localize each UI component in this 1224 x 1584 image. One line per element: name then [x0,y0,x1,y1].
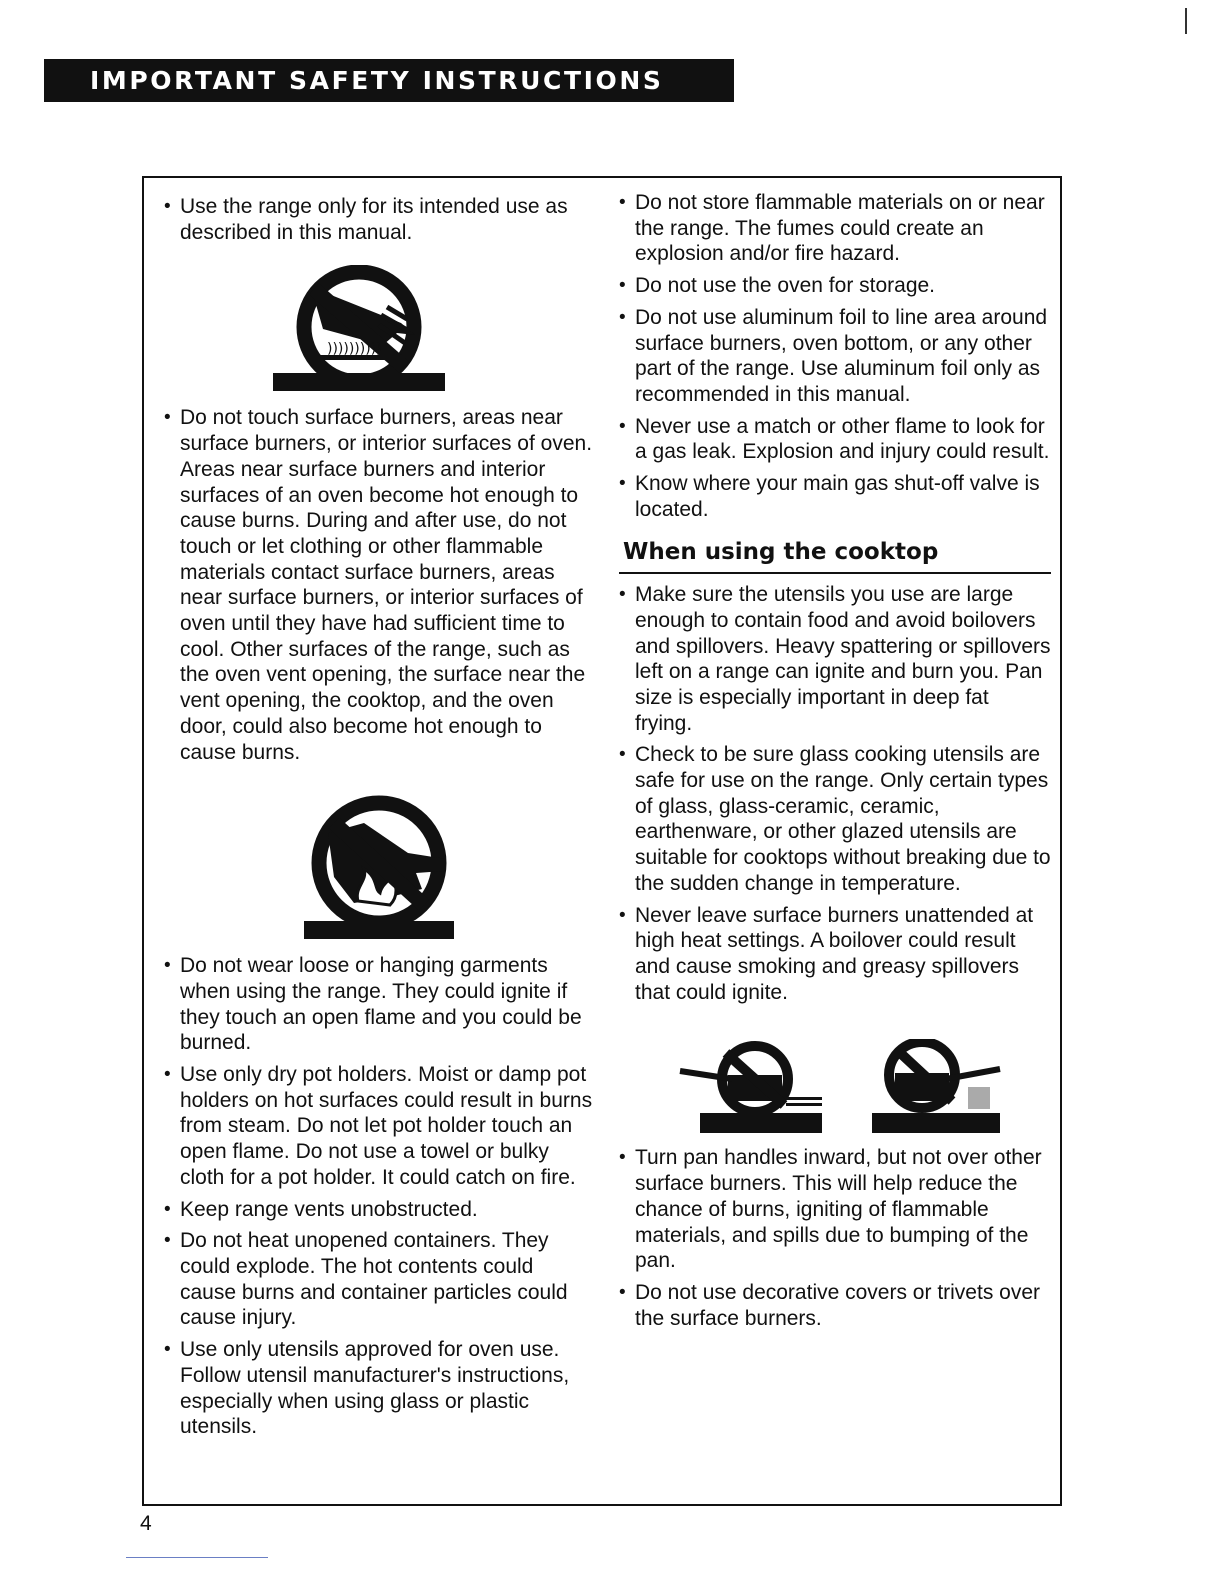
safety-item: • Do not heat unopened containers. They could explode. The hot contents could cause burns and container particles could cause injury. [164,1228,594,1331]
safety-item: • Do not wear loose or hanging garments when using the range. They could ignite if they touch an open flame and you could be burned. [164,953,594,1056]
safety-item: • Never use a match or other flame to look for a gas leak. Explosion and injury could result. [619,414,1051,465]
safety-item: • Do not use aluminum foil to line area around surface burners, oven bottom, or any other part of the range. Use aluminum foil only as recommended in this manual. [619,305,1051,408]
section-heading-cooktop: When using the cooktop [619,536,1051,574]
edge-mark [1185,8,1187,34]
hand-hot-surface-graphic [269,265,449,397]
safety-item: • Know where your main gas shut-off valve is located. [619,471,1051,522]
content-box-bottom [142,1504,1062,1506]
safety-item: • Do not use the oven for storage. [619,273,1051,299]
right-column [619,190,1051,1337]
section-title: IMPORTANT SAFETY INSTRUCTIONS [90,66,664,95]
pan-handles-graphic [660,1039,1010,1139]
safety-item: • Use only dry pot holders. Moist or damp pot holders on hot surfaces could result in burns from steam. Do not let pot holder touch an open flame. Do not use a towel or bulky cloth for a pot holder. It could catch on fire. [164,1062,594,1191]
safety-item: • Do not touch surface burners, areas near surface burners, or interior surfaces of oven. Areas near surface burners and interior surfaces of an oven become hot enough to cause burns. During and after use, do not touch or let clothing or other flammable materials contact surface burners, areas near surface burners, or interior surfaces of oven until they have had sufficient time to cool. Other surfaces of the range, such as the oven vent opening, the surface near the vent opening, the cooktop, and the oven door, could also become hot enough to cause burns. [164,405,594,765]
safety-item: • Use only utensils approved for oven use. Follow utensil manufacturer's instructions, especially when using glass or plastic utensils. [164,1337,594,1440]
safety-item: • Keep range vents unobstructed. [164,1197,594,1223]
left-column [164,194,594,1446]
no-hand-touching-hot-surface-icon [124,265,594,397]
pan-right-graphic [872,1042,1000,1133]
safety-item: • Turn pan handles inward, but not over other surface burners. This will help reduce the chance of burns, igniting of flammable materials, and spills due to bumping of the pan. [619,1145,1051,1274]
section-header [44,59,734,102]
safety-item: • Never leave surface burners unattended at high heat settings. A boilover could result and cause smoking and greasy spillovers that could ignite. [619,903,1051,1006]
sleeve-flame-graphic [294,793,464,943]
svg-text:)))))))))): )))))))))) [327,341,382,358]
no-loose-sleeve-near-flame-icon [164,793,594,943]
safety-item: • Use the range only for its intended use as described in this manual. [164,194,594,245]
content-box-right [1060,176,1062,1506]
safety-item: • Do not use decorative covers or trivets over the surface burners. [619,1280,1051,1331]
safety-item: • Do not store flammable materials on or near the range. The fumes could create an explosion and/or fire hazard. [619,190,1051,267]
safety-item: • Make sure the utensils you use are large enough to contain food and avoid boilovers and spillovers. Heavy spattering or spillovers left on a range can ignite and burn you. Pan size is especially important in deep fat frying. [619,582,1051,736]
safety-item: • Check to be sure glass cooking utensils are safe for use on the range. Only certain types of glass, glass-ceramic, ceramic, earthenware, or other glazed utensils are suitable for cooktops without breaking due to the sudden change in temperature. [619,742,1051,896]
page-number: 4 [140,1512,152,1535]
content-box-top [142,176,1062,178]
pan-left-graphic [680,1046,822,1133]
no-pan-handles-outward-icon [619,1039,1051,1139]
bottom-rule [126,1557,268,1558]
